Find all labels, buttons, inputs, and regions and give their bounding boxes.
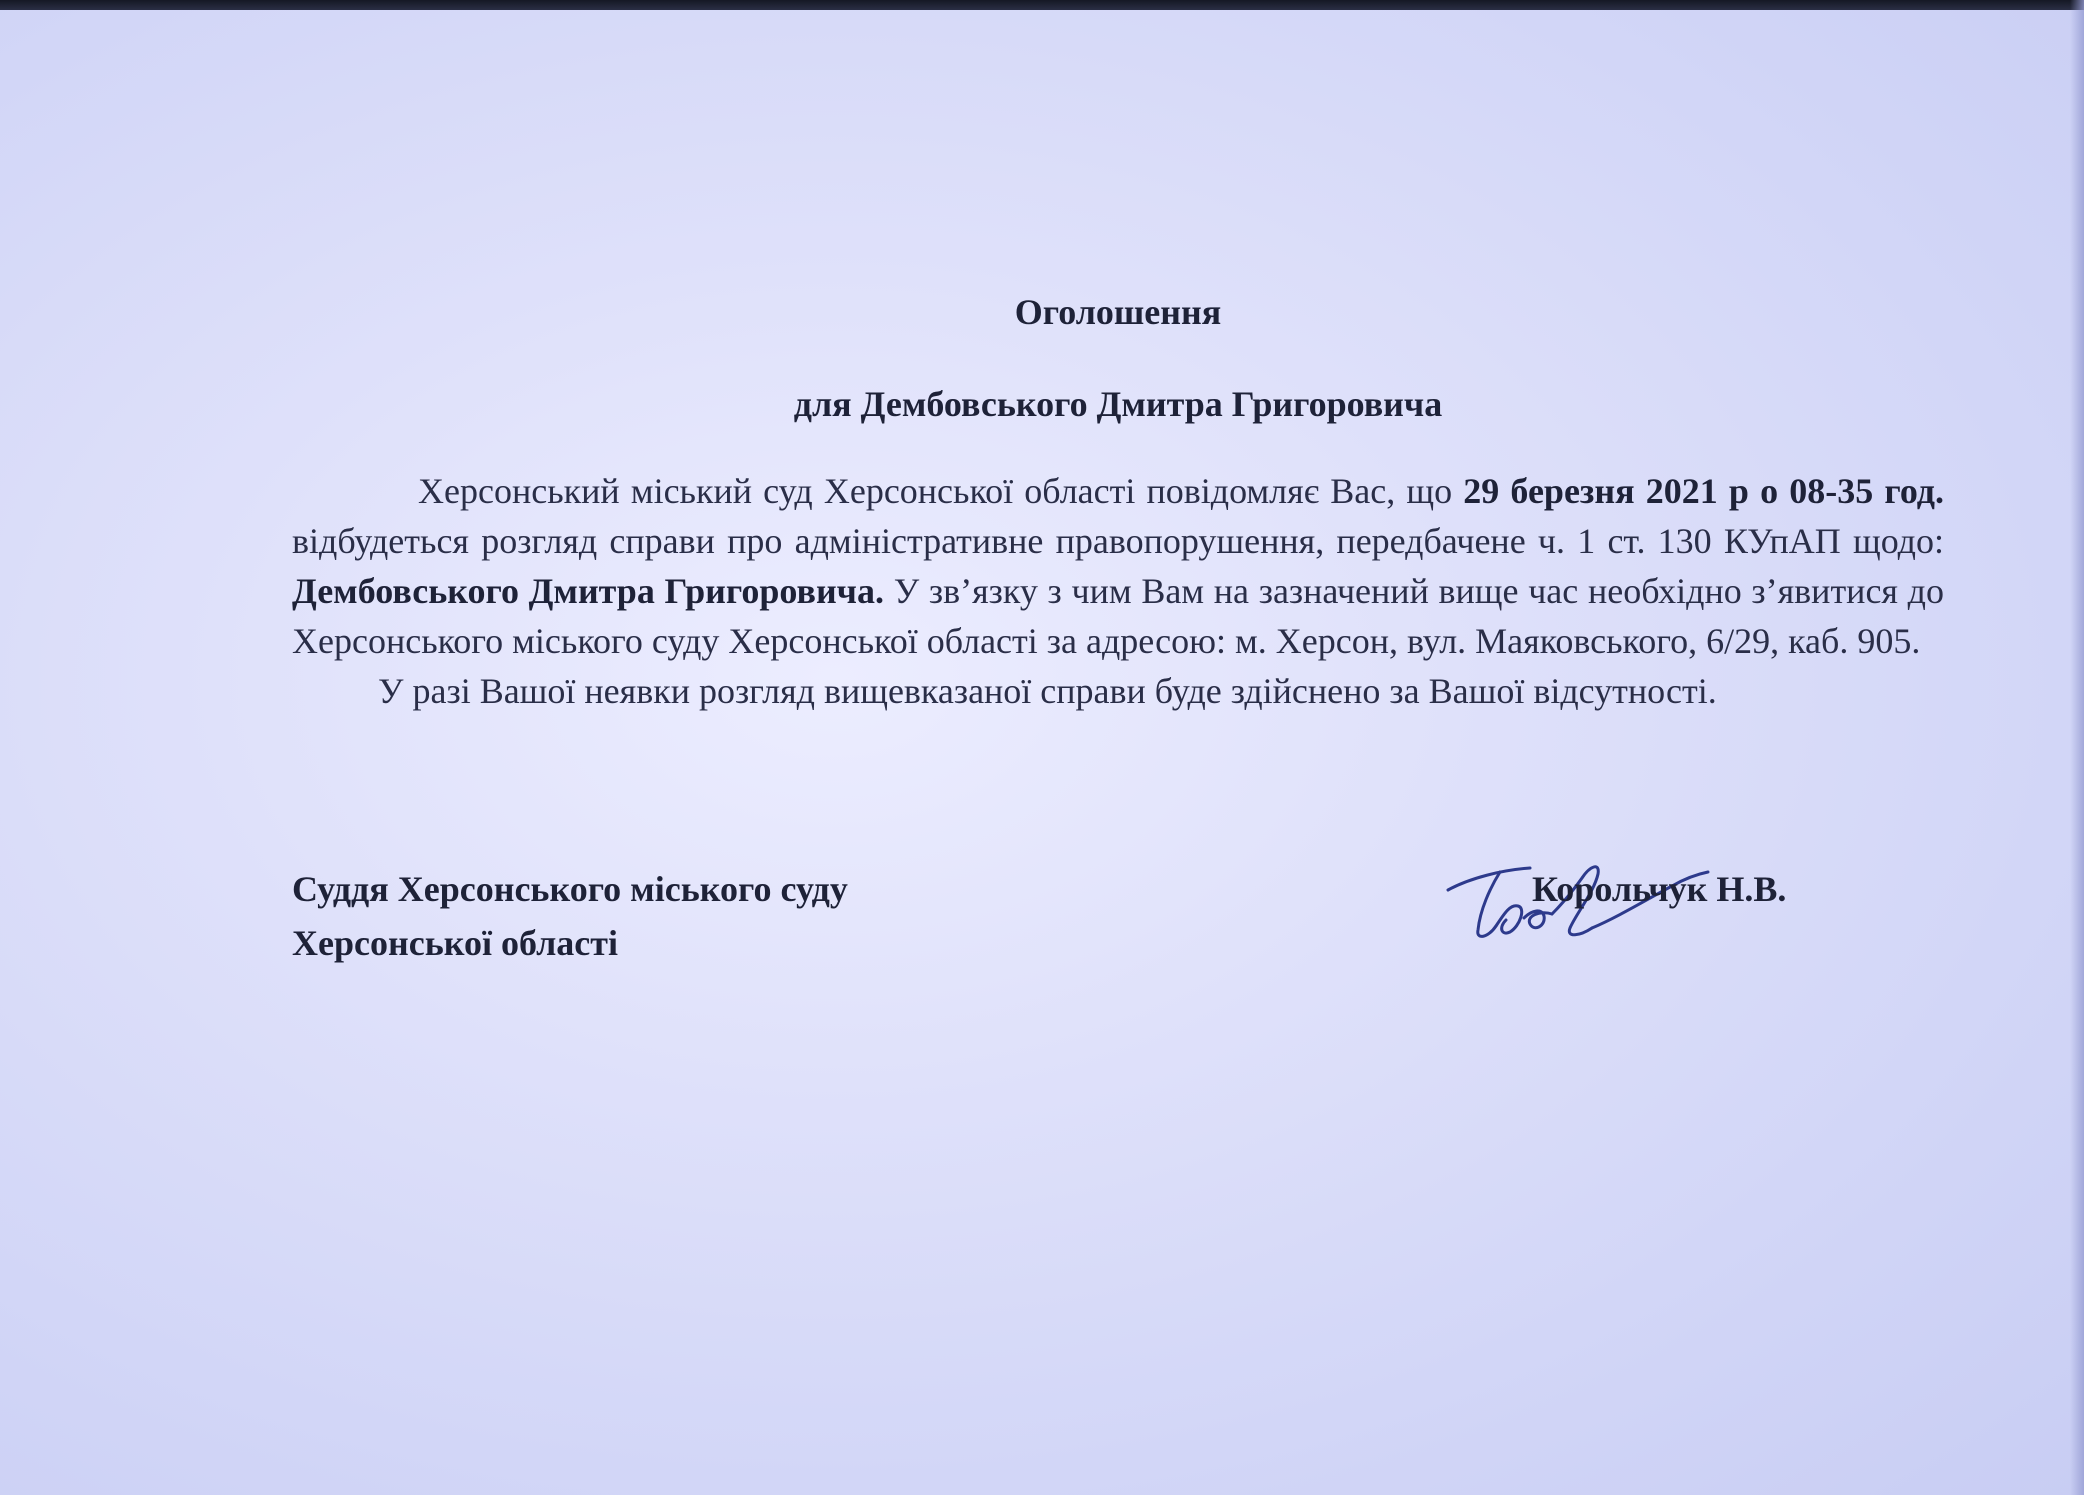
position-line-1: Суддя Херсонського міського суду <box>292 869 848 909</box>
person-name: Дембовського Дмитра Григоровича. <box>292 571 884 611</box>
paragraph-notice <box>292 466 1944 666</box>
paragraph-absence: У разі Вашої неявки розгляд вищевказаної справи буде здійснено за Вашої відсутності. <box>378 671 1717 711</box>
notice-middle: відбудеться розгляд справи про адміністративне правопорушення, передбачене ч. 1 ст. 130 КУпАП щодо: <box>292 521 1944 561</box>
hearing-date-time: 29 березня 2021 р о 08-35 год. <box>1463 471 1944 511</box>
document-title: Оголошення <box>1014 292 1222 332</box>
signatory-position <box>292 862 848 970</box>
notice-intro: Херсонський міський суд Херсонської області повідомляє Вас, що <box>418 471 1464 511</box>
document-body <box>292 466 1944 716</box>
position-line-2: Херсонської області <box>292 923 618 963</box>
paper-sheet <box>0 10 2084 1495</box>
paper-right-edge <box>2070 0 2084 1495</box>
document-subtitle: для Дембовського Дмитра Григоровича <box>793 384 1443 424</box>
signatory-name: Корольчук Н.В. <box>1532 869 1787 909</box>
notice-rest: У зв’язку з чим Вам на зазначений вище час необхідно з’явитися до Херсонського міського суду Херсонської області за адресою: м. Херсон, вул. Маяковського, 6/29, каб. 905. <box>292 571 1944 661</box>
